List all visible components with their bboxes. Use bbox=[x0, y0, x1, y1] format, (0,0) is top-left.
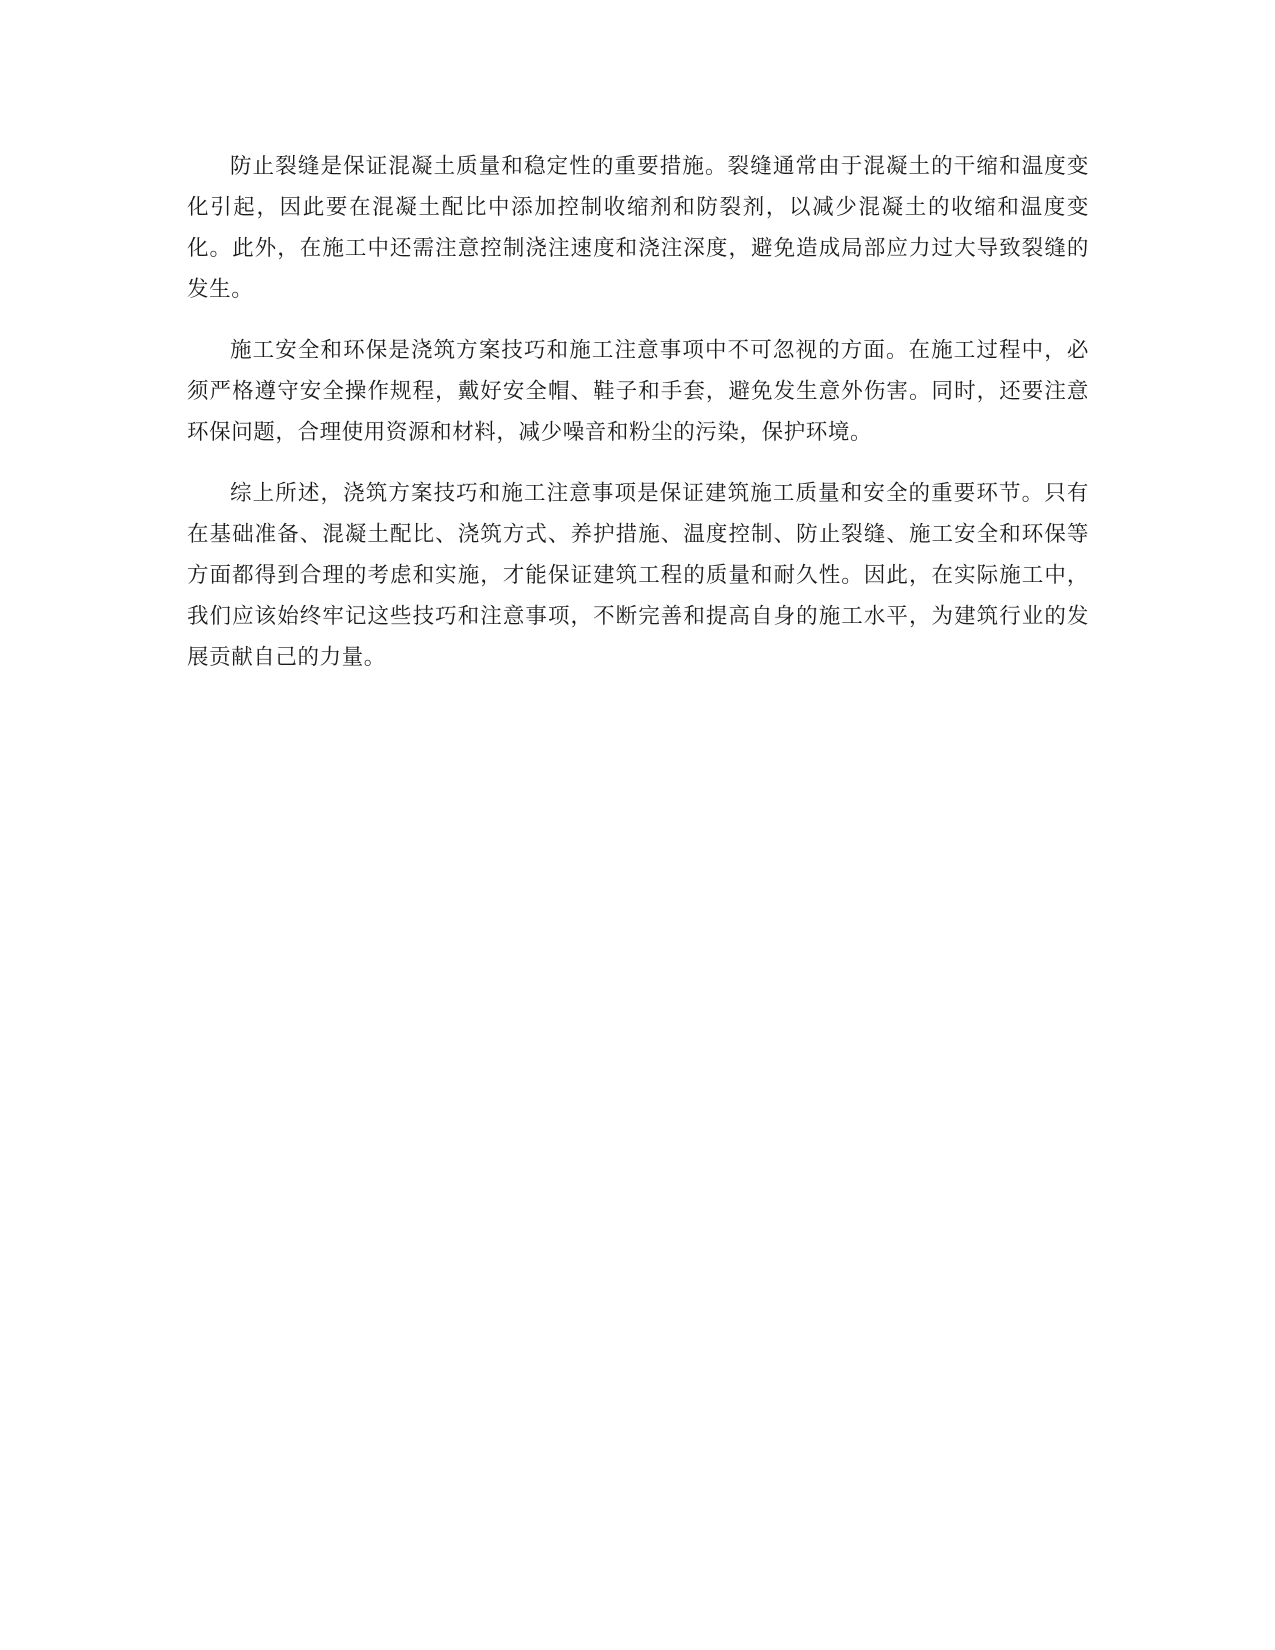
paragraph-conclusion: 综上所述，浇筑方案技巧和施工注意事项是保证建筑施工质量和安全的重要环节。只有在基础准备、混凝土配比、浇筑方式、养护措施、温度控制、防止裂缝、施工安全和环保等方面都得到合理的考虑和实施，才能保证建筑工程的质量和耐久性。因此，在实际施工中，我们应该始终牢记这些技巧和注意事项，不断完善和提高自身的施工水平，为建筑行业的发展贡献自己的力量。 bbox=[187, 481, 1089, 670]
document-body bbox=[187, 146, 1089, 698]
paragraph-crack-prevention: 防止裂缝是保证混凝土质量和稳定性的重要措施。裂缝通常由于混凝土的干缩和温度变化引起，因此要在混凝土配比中添加控制收缩剂和防裂剂，以减少混凝土的收缩和温度变化。此外，在施工中还需注意控制浇注速度和浇注深度，避免造成局部应力过大导致裂缝的发生。 bbox=[187, 154, 1089, 302]
paragraph-safety-environment: 施工安全和环保是浇筑方案技巧和施工注意事项中不可忽视的方面。在施工过程中，必须严格遵守安全操作规程，戴好安全帽、鞋子和手套，避免发生意外伤害。同时，还要注意环保问题，合理使用资源和材料，减少噪音和粉尘的污染，保护环境。 bbox=[187, 338, 1089, 445]
